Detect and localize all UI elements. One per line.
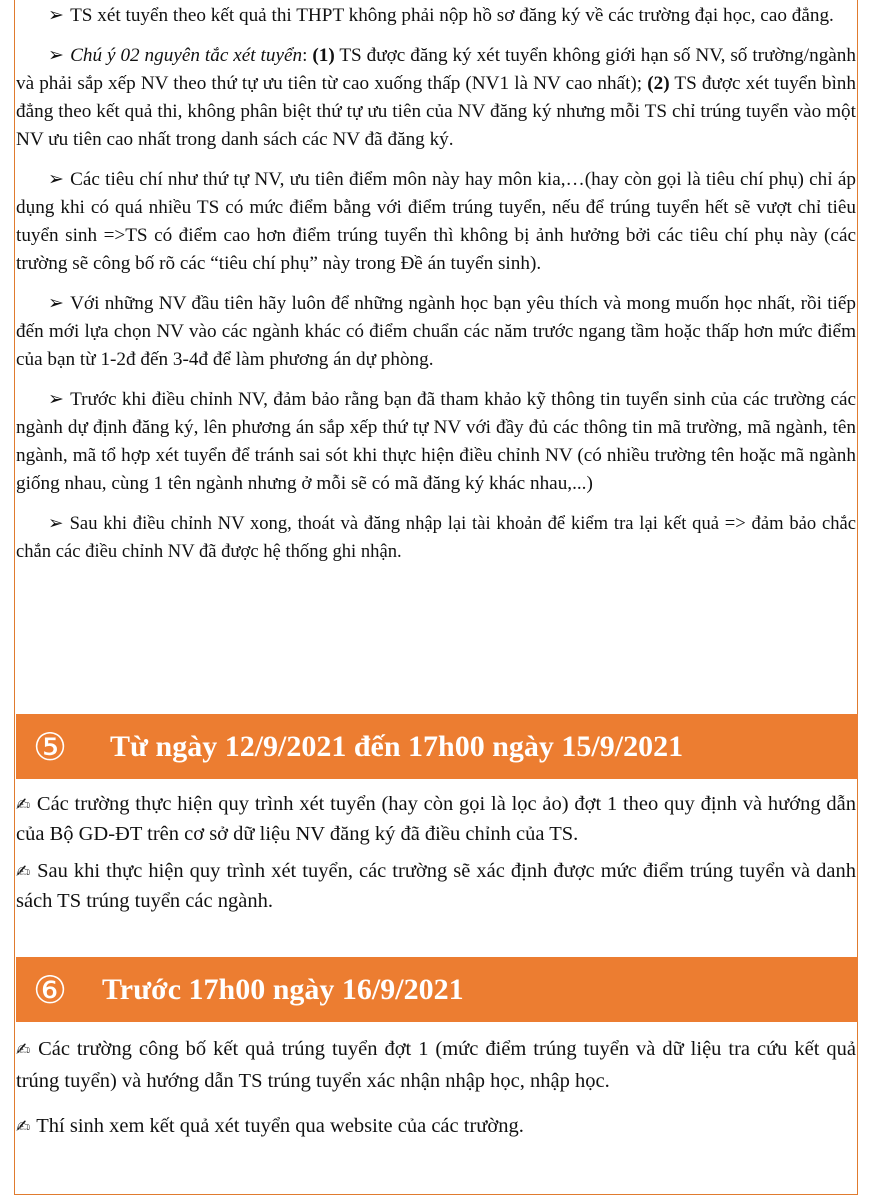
bullet-3: ➢ Các tiêu chí như thứ tự NV, ưu tiên điểm môn này hay môn kia,…(hay còn gọi là tiêu chí phụ) chỉ áp dụng khi có quá nhiều TS có mức điểm bằng với điểm trúng tuyển, nếu để trúng tuyển hết sẽ vượt chỉ tiêu tuyển sinh =>TS có điểm cao hơn điểm trúng tuyển thì không bị ảnh hưởng bởi các tiêu chí phụ này (các trường sẽ công bố rõ các “tiêu chí phụ” này trong Đề án tuyển sinh).: [16, 169, 856, 274]
circled-number-6-icon: ⑥: [32, 967, 68, 1012]
step-5-title: Từ ngày 12/9/2021 đến 17h00 ngày 15/9/2021: [110, 729, 684, 763]
step-6-title: Trước 17h00 ngày 16/9/2021: [102, 972, 464, 1006]
step-5-header: [16, 714, 858, 779]
writing-hand-icon: ✍: [16, 1040, 33, 1060]
step-6-item-1: ✍ Các trường công bố kết quả trúng tuyển đợt 1 (mức điểm trúng tuyển và dữ liệu tra cứu kết quả trúng tuyển) và hướng dẫn TS trúng tuyển xác nhận nhập học, nhập học.: [16, 1038, 857, 1092]
bullet-5: ➢ Trước khi điều chỉnh NV, đảm bảo rằng bạn đã tham khảo kỹ thông tin tuyển sinh của các trường các ngành dự định đăng ký, lên phương án sắp xếp thứ tự NV với đầy đủ các thông tin mã trường, mã ngành, tên ngành, mã tổ hợp xét tuyển để tránh sai sót khi thực hiện điều chỉnh NV (có nhiều trường tên hoặc mã ngành giống nhau, cùng 1 tên ngành nhưng ở mỗi sẽ có mã đăng ký khác nhau,...): [16, 389, 856, 494]
arrow-icon: ➢: [48, 45, 65, 66]
bullet-2: ➢ Chú ý 02 nguyên tắc xét tuyển: (1) TS được đăng ký xét tuyển không giới hạn số NV, số trường/ngành và phải sắp xếp NV theo thứ tự ưu tiên từ cao xuống thấp (NV1 là NV cao nhất); (2) TS được xét tuyển bình đẳng theo kết quả thi, không phân biệt thứ tự ưu tiên của NV đăng ký nhưng mỗi TS chỉ trúng tuyển vào một NV ưu tiên cao nhất trong danh sách các NV đã đăng ký.: [16, 45, 856, 150]
step-6-item-2: ✍ Thí sinh xem kết quả xét tuyển qua website của các trường.: [16, 1115, 524, 1137]
writing-hand-icon: ✍: [16, 1117, 31, 1137]
arrow-icon: ➢: [48, 5, 65, 26]
arrow-icon: ➢: [48, 389, 65, 410]
step-6-header: [16, 957, 858, 1022]
step-5-item-1: ✍ Các trường thực hiện quy trình xét tuyển (hay còn gọi là lọc ảo) đợt 1 theo quy định và hướng dẫn của Bộ GD-ĐT trên cơ sở dữ liệu NV đăng ký đã điều chỉnh của TS.: [16, 793, 856, 845]
step-5-item-2: ✍ Sau khi thực hiện quy trình xét tuyển, các trường sẽ xác định được mức điểm trúng tuyển và danh sách TS trúng tuyển các ngành.: [16, 860, 856, 912]
arrow-icon: ➢: [48, 293, 65, 314]
bullet-1: ➢ TS xét tuyển theo kết quả thi THPT không phải nộp hồ sơ đăng ký về các trường đại học, cao đẳng.: [48, 5, 834, 26]
bullet-6: ➢ Sau khi điều chỉnh NV xong, thoát và đăng nhập lại tài khoản để kiểm tra lại kết quả => đảm bảo chắc chắn các điều chỉnh NV đã được hệ thống ghi nhận.: [16, 513, 856, 562]
circled-number-5-icon: ⑤: [32, 724, 68, 769]
bullet-4: ➢ Với những NV đầu tiên hãy luôn để những ngành học bạn yêu thích và mong muốn học nhất, rồi tiếp đến mới lựa chọn NV vào các ngành khác có điểm chuẩn các năm trước ngang tầm hoặc thấp hơn mức điểm của bạn từ 1-2đ đến 3-4đ để làm phương án dự phòng.: [16, 293, 856, 370]
step-6-body: [16, 1034, 856, 1143]
writing-hand-icon: ✍: [16, 795, 31, 815]
step-5-body: [16, 790, 856, 916]
bullet-2-italic-prefix: Chú ý 02 nguyên tắc xét tuyển: [70, 45, 303, 66]
arrow-icon: ➢: [48, 169, 65, 190]
writing-hand-icon: ✍: [16, 862, 32, 882]
arrow-icon: ➢: [48, 513, 64, 534]
guidelines-section: [16, 2, 856, 566]
